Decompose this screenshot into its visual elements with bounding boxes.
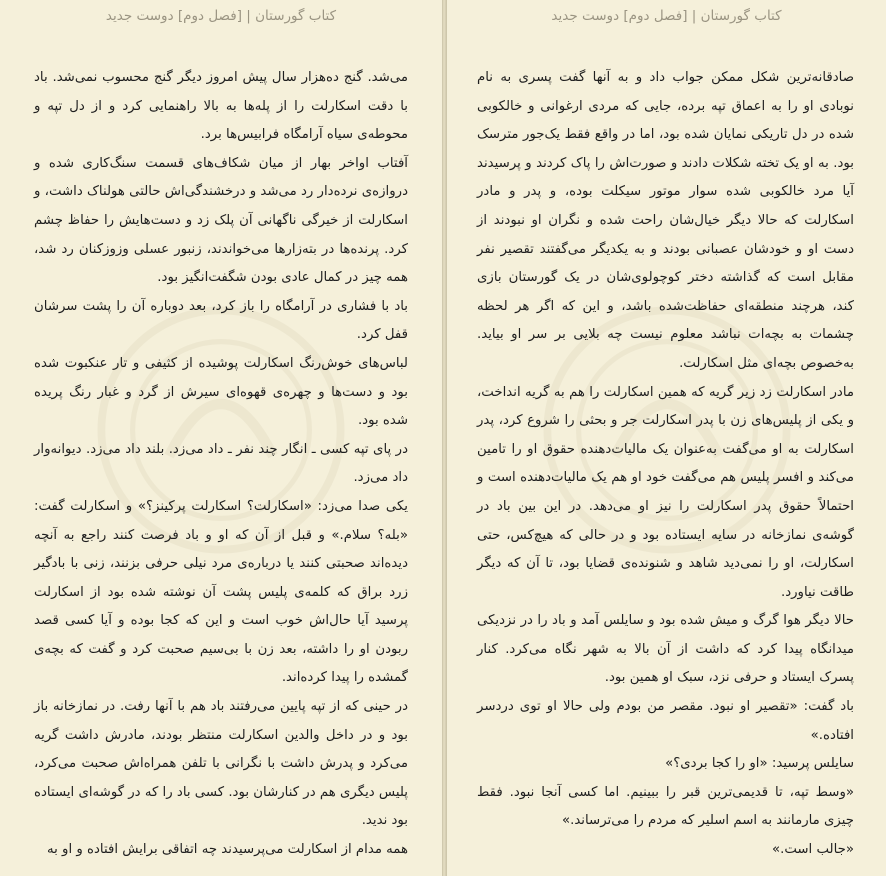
paragraph: لباس‌های خوش‌رنگ اسکارلت پوشیده از کثیفی و تار عنکبوت شده بود و دست‌ها و چهره‌ی قهوه‌ای سیرش از گرد و غبار رنگ پریده شده بود. (34, 355, 408, 429)
paragraph: باد گفت: «تقصیر او نبود. مقصر من بودم ولی حالا او توی دردسر افتاده.» (477, 699, 854, 743)
paragraph: مادر اسکارلت زد زیر گریه که همین اسکارلت را هم به گریه انداخت، و یکی از پلیس‌های زن با پدر اسکارلت جر و بحثی را شروع کرد، پدر اسکارلت به او می‌گفت به‌عنوان یک مالیات‌دهنده حقوق او را تامین می‌کند و افسر پلیس هم می‌گفت خود او هم یک مالیات‌دهنده است و احتمالاً حقوق پدر اسکارلت را نیز او می‌دهد. در این بین باد در گوشه‌ی نمازخانه در سایه ایستاده بود و در حالی که هیچ‌کس، حتی اسکارلت، او را نمی‌دید شاهد و شنونده‌ی قضایا بود، تا آن که دیگر طاقت نیاورد. (477, 384, 854, 600)
paragraph: سایلس پرسید: «او را کجا بردی؟» (665, 756, 854, 772)
paragraph: باد با فشاری در آرامگاه را باز کرد، بعد دوباره آن را پشت سرشان قفل کرد. (34, 298, 408, 343)
paragraph: حالا دیگر هوا گرگ و میش شده بود و سایلس آمد و باد را در نزدیکی میدانگاه پیدا کرد که داشت از آن بالا به شهر نگاه می‌کرد. کنار پسرک ایستاد و حرفی نزد، سبک او همین بود. (477, 613, 854, 686)
left-page (0, 0, 442, 876)
right-running-head: کتاب گورستان | [فصل دوم] دوست جدید (551, 8, 782, 24)
left-running-head: کتاب گورستان | [فصل دوم] دوست جدید (105, 8, 337, 24)
paragraph: در پای تپه کسی ـ انگار چند نفر ـ داد می‌زد. بلند داد می‌زد. دیوانه‌وار داد می‌زد. (34, 441, 408, 486)
paragraph: در حینی که از تپه پایین می‌رفتند باد هم با آنها رفت. در نمازخانه باز بود و در داخل والدین اسکارلت منتظر بودند، مادرش داشت گریه می‌کرد و پدرش داشت با نگرانی با تلفن همراه‌اش صحبت می‌کرد، پلیس دیگری هم در کنارشان بود. کسی باد را که در گوشه‌ای ایستاده بود ندید. (34, 699, 408, 829)
paragraph: می‌شد. گنج ده‌هزار سال پیش امروز دیگر گنج محسوب نمی‌شد. باد با دقت اسکارلت را از پله‌ها به بالا راهنمایی کرد و از دل تپه و محوطه‌ی سیاه آرامگاه فرابیس‌ها برد. (34, 70, 408, 143)
right-page (447, 0, 886, 876)
right-body-text (477, 64, 854, 865)
left-body-text (34, 64, 408, 865)
paragraph: یکی صدا می‌زد: «اسکارلت؟ اسکارلت پرکینز؟» و اسکارلت گفت: «بله؟ سلام.» و قبل از آن که او و باد فرصت کنند راجع به آنچه دیده‌اند صحبتی کنند یا درباره‌ی مرد نیلی حرفی بزنند، زنی با بادگیر زرد براق که کلمه‌ی پلیس پشت آن نوشته شده بود از اسکارلت پرسید آیا حال‌اش خوب است و این که کجا بوده و آیا کسی قصد ربودن او را داشته، بعد زن با بی‌سیم صحبت کرد و گفت که بچه‌ی گمشده را پیدا کرده‌اند. (34, 498, 408, 686)
paragraph: همه مدام از اسکارلت می‌پرسیدند چه اتفاقی برایش افتاده و او به (47, 842, 408, 858)
paragraph: «وسط تپه، تا قدیمی‌ترین قبر را ببینیم. اما کسی آنجا نبود. فقط چیزی مارمانند به اسم اسلیر که مردم را می‌ترساند.» (477, 784, 854, 829)
paragraph: «جالب است.» (772, 842, 854, 858)
paragraph: صادقانه‌ترین شکل ممکن جواب داد و به آنها گفت پسری به نام نوبادی او را به اعماق تپه برده، جایی که مردی ارغوانی و خالکوبی شده در دل تاریکی نمایان شده بود، اما در واقع فقط یک‌جور مترسک بود. به او یک تخته شکلات دادند و صورت‌اش را پاک کردند و پرسیدند آیا مرد خالکوبی شده سوار موتور سیکلت بوده، و پدر و مادر اسکارلت که حالا دیگر خیال‌شان راحت شده و نگران او نبودند از دست او و خودشان عصبانی بودند و به یکدیگر می‌گفتند تقصیر نفر مقابل است که گذاشته دختر کوچولوی‌شان در یک گورستان بازی کند، هرچند منطقه‌ای حفاظت‌شده باشد، و این که اگر هر لحظه چشمات به بچه‌ات نباشد معلوم نیست چه بلایی بر سر او بیاید. به‌خصوص بچه‌ای مثل اسکارلت. (477, 70, 854, 371)
paragraph: آفتاب اواخر بهار از میان شکاف‌های قسمت سنگ‌کاری شده و دروازه‌ی نرده‌دار رد می‌شد و درخشندگی‌اش حالتی هولناک داشت، و اسکارلت از خیرگی ناگهانی آن پلک زد و دست‌هایش را حفاظ چشم کرد. پرنده‌ها در بته‌زارها می‌خواندند، زنبور عسلی وزوزکنان رد شد، همه چیز در کمال عادی بودن شگفت‌انگیز بود. (34, 155, 408, 286)
